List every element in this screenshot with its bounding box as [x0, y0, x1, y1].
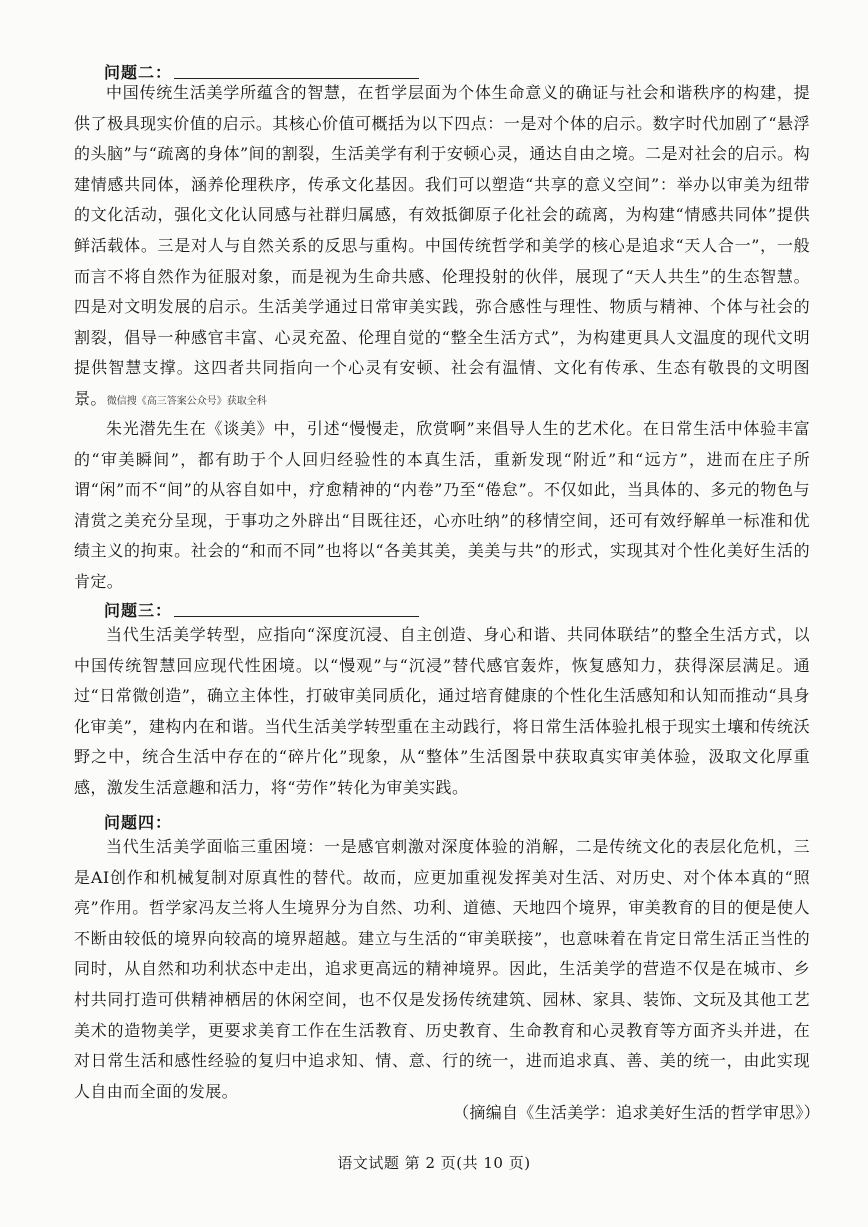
- question-2-answer-blank[interactable]: [174, 64, 419, 79]
- paragraph-3: 当代生活美学转型，应指向“深度沉浸、自主创造、身心和谐、共同体联结”的整全生活方式，以中国传统智慧回应现代性困境。以“慢观”与“沉浸”替代感官轰炸，恢复感知力，获得深层满足。通过“日常微创造”，确立主体性，打破审美同质化，通过培育健康的个性化生活感知和认知而推动“具身化审美”，建构内在和谐。当代生活美学转型重在主动践行，将日常生活体验扎根于现实土壤和传统沃野之中，统合生活中存在的“碎片化”现象，从“整体”生活图景中获取真实审美体验，汲取文化厚重感，激发生活意趣和活力，将“劳作”转化为审美实践。: [74, 625, 810, 797]
- question-4-heading: [104, 808, 172, 834]
- watermark-text: 微信搜《高三答案公众号》获取全科: [106, 395, 267, 407]
- paragraph-4: 当代生活美学面临三重困境：一是感官刺激对深度体验的消解，二是传统文化的表层化危机，三是AI创作和机械复制对原真性的替代。故而，应更加重视发挥美对生活、对历史、对个体本真的“照亮”作用。哲学家冯友兰将人生境界分为自然、功利、道德、天地四个境界，审美教育的目的便是使人不断由较低的境界向较高的境界超越。建立与生活的“审美联接”，也意味着在肯定日常生活正当性的同时，从自然和功利状态中走出，追求更高远的精神境界。因此，生活美学的营造不仅是在城市、乡村共同打造可供精神栖居的休闲空间，也不仅是发扬传统建筑、园林、家具、装饰、文玩及其他工艺美术的造物美学，更要求美育工作在生活教育、历史教育、生命教育和心灵教育等方面齐头并进，在对日常生活和感性经验的复归中追求知、情、意、行的统一，进而追求真、善、美的统一，由此实现人自由而全面的发展。: [74, 837, 810, 1101]
- question-3-label: 问题三：: [104, 600, 173, 620]
- question-3-heading: [104, 596, 419, 622]
- paragraph-2: 朱光潜先生在《谈美》中，引述“慢慢走，欣赏啊”来倡导人生的艺术化。在日常生活中体验丰富的“审美瞬间”，都有助于个人回归经验性的本真生活，重新发现“附近”和“远方”，进而在庄子所谓“闲”而不“间”的从容自如中，疗愈精神的“内卷”乃至“倦怠”。不仅如此，当具体的、多元的物色与清赏之美充分呈现，于事功之外辟出“目既往还，心亦吐纳”的移情空间，还可有效纾解单一标准和优绩主义的拘束。社会的“和而不同”也将以“各美其美，美美与共”的形式，实现其对个性化美好生活的肯定。: [74, 419, 810, 591]
- paragraph-1: [74, 78, 810, 418]
- page-footer: 语文试题 第 2 页(共 10 页): [337, 1154, 531, 1172]
- source-citation: （摘编自《生活美学：追求美好生活的哲学审思》）: [453, 1103, 820, 1122]
- question-3-answer-blank[interactable]: [174, 602, 419, 617]
- paragraph-1-text: 中国传统生活美学所蕴含的智慧，在哲学层面为个体生命意义的确证与社会和谐秩序的构建，提供了极具现实价值的启示。其核心价值可概括为以下四点：一是对个体的启示。数字时代加剧了“悬浮的头脑”与“疏离的身体”间的割裂，生活美学有利于安顿心灵，通达自由之境。二是对社会的启示。构建情感共同体，涵养伦理秩序，传承文化基因。我们可以塑造“共享的意义空间”：举办以审美为纽带的文化活动，强化文化认同感与社群归属感，有效抵御原子化社会的疏离，为构建“情感共同体”提供鲜活载体。三是对人与自然关系的反思与重构。中国传统哲学和美学的核心是追求“天人合一”，一般而言不将自然作为征服对象，而是视为生命共感、伦理投射的伙伴，展现了“天人共生”的生态智慧。四是对文明发展的启示。生活美学通过日常审美实践，弥合感性与理性、物质与精神、个体与社会的割裂，倡导一种感官丰富、心灵充盈、伦理自觉的“整全生活方式”，为构建更具人文温度的现代文明提供智慧支撑。这四者共同指向一个心灵有安顿、社会有温情、文化有传承、生态有敬畏的文明图景。: [74, 83, 810, 408]
- question-4-label: 问题四：: [104, 812, 173, 832]
- question-2-label: 问题二：: [104, 62, 173, 82]
